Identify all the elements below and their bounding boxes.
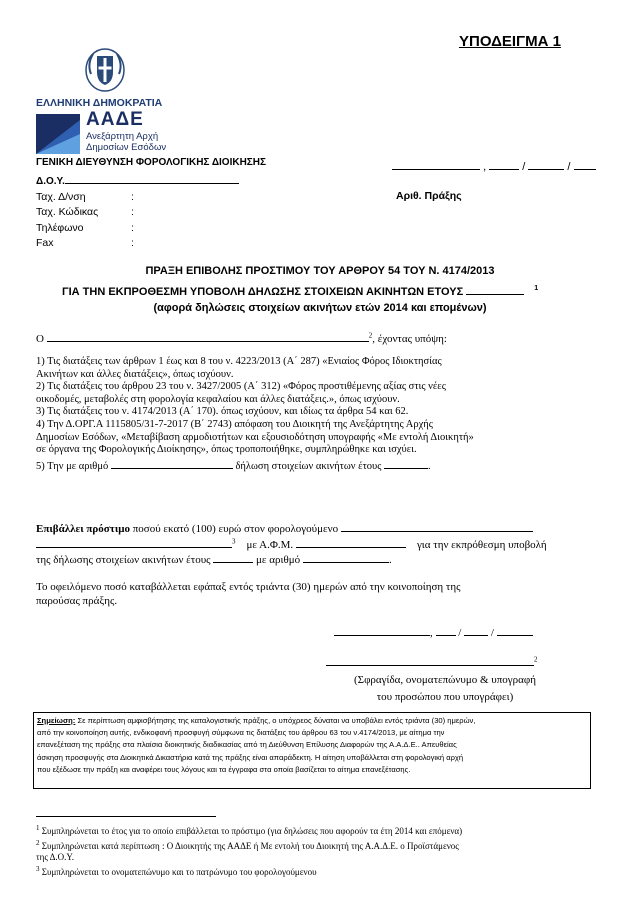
field-colon: : — [131, 206, 134, 219]
signature-caption-line: (Σφραγίδα, ονοματεπώνυμο & υπογραφή — [354, 674, 536, 686]
doy-field[interactable] — [65, 172, 239, 184]
field-colon: : — [131, 221, 134, 234]
aade-subtitle-line: Δημοσίων Εσόδων — [86, 142, 167, 153]
consideration-item — [36, 406, 596, 419]
footnote — [36, 838, 596, 853]
aade-wordmark: ΑΑΔΕ — [86, 109, 144, 130]
afm-field[interactable] — [296, 536, 406, 548]
consideration-item — [36, 419, 596, 457]
authority-field[interactable] — [47, 330, 369, 342]
place-field[interactable] — [392, 158, 480, 170]
note-bold: Σημείωση: — [37, 716, 76, 725]
footnote-text: Συμπληρώνεται το ονοματεπώνυμο και το πατρώνυμο του φορολογούμενου — [41, 866, 317, 877]
footnote-text: Συμπληρώνεται το έτος για το οποίο επιβάλλεται το πρόστιμο (για δηλώσεις που αφορούν τα έτη 2014 και επόμενα) — [41, 826, 463, 836]
field-colon: : — [131, 236, 134, 249]
payment-line: Το οφειλόμενο ποσό καταβάλλεται εφάπαξ εντός τριάντα (30) ημερών από την κοινοποίηση της — [36, 581, 461, 593]
footnote-ref: 2 — [368, 331, 373, 340]
field-label: Fax — [36, 236, 54, 249]
fine-dot: . — [388, 554, 392, 566]
consideration-line: Ακινήτων και άλλες διατάξεις», όπως ισχύουν. — [36, 368, 234, 380]
intro-having: , έχοντας υπόψη: — [372, 333, 447, 345]
title-line-2 — [62, 283, 538, 298]
doy-label: Δ.Ο.Υ. — [36, 176, 65, 187]
signature-field[interactable] — [326, 654, 534, 666]
footnote-continuation: της Δ.Ο.Υ. — [36, 852, 75, 863]
consideration-line: 4) Την Δ.ΟΡΓ.Α 1115805/31-7-2017 (Β΄ 2743) απόφαση του Διοικητή της Ανεξάρτητης Αρχής — [36, 418, 433, 430]
note-text: Σε περίπτωση αμφισβήτησης της καταλογιστικής πράξης, ο υπόχρεος δύναται να υποβάλει εντός τριάντα (30) ημερών, — [77, 716, 476, 725]
footnote-number: 2 — [36, 838, 40, 847]
footnotes — [36, 823, 596, 878]
act-number-label: Αριθ. Πράξης — [396, 190, 462, 202]
note-box — [33, 712, 591, 789]
signature-caption — [330, 672, 560, 706]
consideration-line: 3) Τις διατάξεις του ν. 4174/2013 (Α΄ 170). όπως ισχύουν, και ιδίως τα άρθρα 54 και 62. — [36, 406, 409, 418]
month-field[interactable] — [528, 158, 564, 170]
footnote-ref: 3 — [232, 537, 236, 546]
signature-date-sep: , — [430, 627, 433, 639]
template-label: ΥΠΟΔΕΙΓΜΑ 1 — [459, 33, 561, 50]
date-row: , / / — [392, 158, 596, 173]
signature-year-field[interactable] — [497, 624, 533, 636]
taxpayer-name-field[interactable] — [36, 536, 232, 548]
intro-row — [36, 330, 447, 345]
aade-subtitle-line: Ανεξάρτητη Αρχή — [86, 131, 159, 142]
field-label: Ταχ. Δ/νση — [36, 191, 86, 203]
fine-line-1 — [36, 520, 533, 535]
aade-subtitle — [86, 131, 166, 153]
field-label: Τηλέφωνο — [36, 221, 84, 234]
consideration-line: Δημοσίων Εσόδων, «Μεταβίβαση αρμοδιοτήτων και εξουσιοδότηση υπογραφής «Με εντολή Διοικητή» — [36, 431, 474, 443]
consideration-item — [36, 381, 596, 406]
footnote — [36, 823, 596, 838]
payment-paragraph — [36, 580, 460, 608]
declaration-year-field[interactable] — [384, 457, 428, 469]
signature-caption-line: του προσώπου που υπογράφει) — [376, 691, 514, 703]
signature-month-field[interactable] — [464, 624, 488, 636]
consideration-item — [36, 356, 596, 381]
doy-row — [36, 172, 239, 187]
fine-text: ποσού εκατό (100) ευρώ στον φορολογούμενο — [132, 523, 339, 535]
footnote-text: Συμπληρώνεται κατά περίπτωση : Ο Διοικητής της ΑΑΔΕ ή Με εντολή του Διοικητή της Α.Α.Δ.Ε. ο Προϊστάμενος — [41, 840, 459, 851]
title-line-1: ΠΡΑΞΗ ΕΠΙΒΟΛΗΣ ΠΡΟΣΤΙΜΟΥ ΤΟΥ ΑΡΘΡΟΥ 54 ΤΟΥ Ν. 4174/2013 — [145, 265, 495, 277]
note-line: επανεξέταση της πράξης στα πλαίσια διοικητικής διαδικασίας από τη Διεύθυνση Επίλυσης Διαφορών της Α.Α.Δ.Ε.. Απευθείας — [37, 740, 457, 750]
field-label: Ταχ. Κώδικας — [36, 206, 99, 219]
item5-dot: . — [428, 460, 431, 472]
signature-date-row: , / / — [334, 624, 533, 639]
fine-num-text: με αριθμό — [256, 554, 301, 566]
considerations-list — [36, 356, 596, 473]
footnote-ref: 2 — [534, 655, 538, 664]
note-line: από την κοινοποίηση αυτής, ενδικοφανή προσφυγή σύμφωνα τις διατάξεις του άρθρου 63 του ν.4174/2013, με αίτημα την — [37, 728, 445, 738]
fine-decl-text: της δήλωσης στοιχείων ακινήτων έτους — [36, 554, 211, 566]
intro-o: Ο — [36, 333, 44, 345]
footnote-number: 3 — [36, 864, 40, 873]
contact-fields — [36, 190, 134, 251]
consideration-item-5 — [36, 457, 596, 474]
consideration-line: 1) Τις διατάξεις των άρθρων 1 έως και 8 του ν. 4223/2013 (Α΄ 287) «Ενιαίος Φόρος Ιδιοκτησίας — [36, 356, 442, 367]
field-phone — [36, 221, 134, 236]
footnote — [36, 864, 596, 879]
field-address — [36, 190, 134, 205]
note-line — [37, 715, 587, 727]
footnote-number: 1 — [36, 824, 40, 832]
consideration-line: οικοδομές, μεταβολές στη φορολογία κεφαλαίου και άλλες διατάξεις.», όπως ισχύουν. — [36, 393, 400, 405]
field-colon: : — [131, 191, 134, 203]
signature-place-field[interactable] — [334, 624, 430, 636]
coat-of-arms-icon — [83, 46, 127, 99]
note-line: άσκηση προσφυγής στα Διοικητικά Δικαστήρια κατά της πράξης είναι απαράδεκτη. Η αίτηση υποβάλλεται στη φορολογική αρχή — [37, 752, 464, 762]
note-line: που εξέδωσε την πράξη και αναφέρει τους λόγους και τα έγγραφα στα οποία βασίζεται το αίτημα επανεξέτασης. — [37, 764, 411, 774]
field-fax — [36, 236, 134, 251]
day-field[interactable] — [489, 158, 519, 170]
item5-text: δήλωση στοιχείων ακινήτων έτους — [235, 460, 382, 472]
consideration-line: σε όργανα της Φορολογικής Διοίκησης», όπως τροποποιήθηκε, συμπληρώθηκε και ισχύει. — [36, 444, 417, 456]
consideration-line: 2) Τις διατάξεις του άρθρου 23 του ν. 3427/2005 (Α΄ 312) «Φόρος προστιθέμενης αξίας στις νέες — [36, 381, 446, 393]
item5-text: 5) Την με αριθμό — [36, 460, 109, 472]
taxpayer-field[interactable] — [341, 520, 533, 532]
footnote-ref: 1 — [534, 285, 539, 293]
fine-number-field[interactable] — [303, 551, 389, 563]
fine-line-3 — [36, 551, 392, 566]
republic-label: ΕΛΛΗΝΙΚΗ ΔΗΜΟΚΡΑΤΙΑ — [36, 97, 163, 109]
aade-logo-icon — [36, 114, 80, 159]
footnote-divider — [36, 816, 216, 817]
signature-name-row — [326, 654, 538, 669]
fine-bold: Επιβάλλει πρόστιμο — [36, 523, 130, 535]
fine-late-text: για την εκπρόθεσμη υποβολή — [416, 539, 547, 551]
directorate-label: ΓΕΝΙΚΗ ΔΙΕΥΘΥΝΣΗ ΦΟΡΟΛΟΓΙΚΗΣ ΔΙΟΙΚΗΣΗΣ — [36, 157, 267, 168]
fine-line-2 — [36, 536, 547, 551]
year-title-field[interactable] — [466, 283, 524, 295]
field-postal-code — [36, 205, 134, 220]
title-line-2-text: ΓΙΑ ΤΗΝ ΕΚΠΡΟΘΕΣΜΗ ΥΠΟΒΟΛΗ ΔΗΛΩΣΗΣ ΣΤΟΙΧΕΙΩΝ ΑΚΙΝΗΤΩΝ ΕΤΟΥΣ — [62, 286, 464, 298]
payment-line: παρούσας πράξης. — [36, 595, 118, 607]
date-separator: , — [483, 161, 487, 173]
declaration-number-field[interactable] — [111, 457, 233, 469]
title-line-3: (αφορά δηλώσεις στοιχείων ακινήτων ετών 2014 και επομένων) — [153, 302, 487, 314]
afm-label: με Α.Φ.Μ. — [246, 539, 294, 551]
year-field[interactable] — [574, 158, 596, 170]
fine-year-field[interactable] — [213, 551, 253, 563]
signature-day-field[interactable] — [436, 624, 456, 636]
